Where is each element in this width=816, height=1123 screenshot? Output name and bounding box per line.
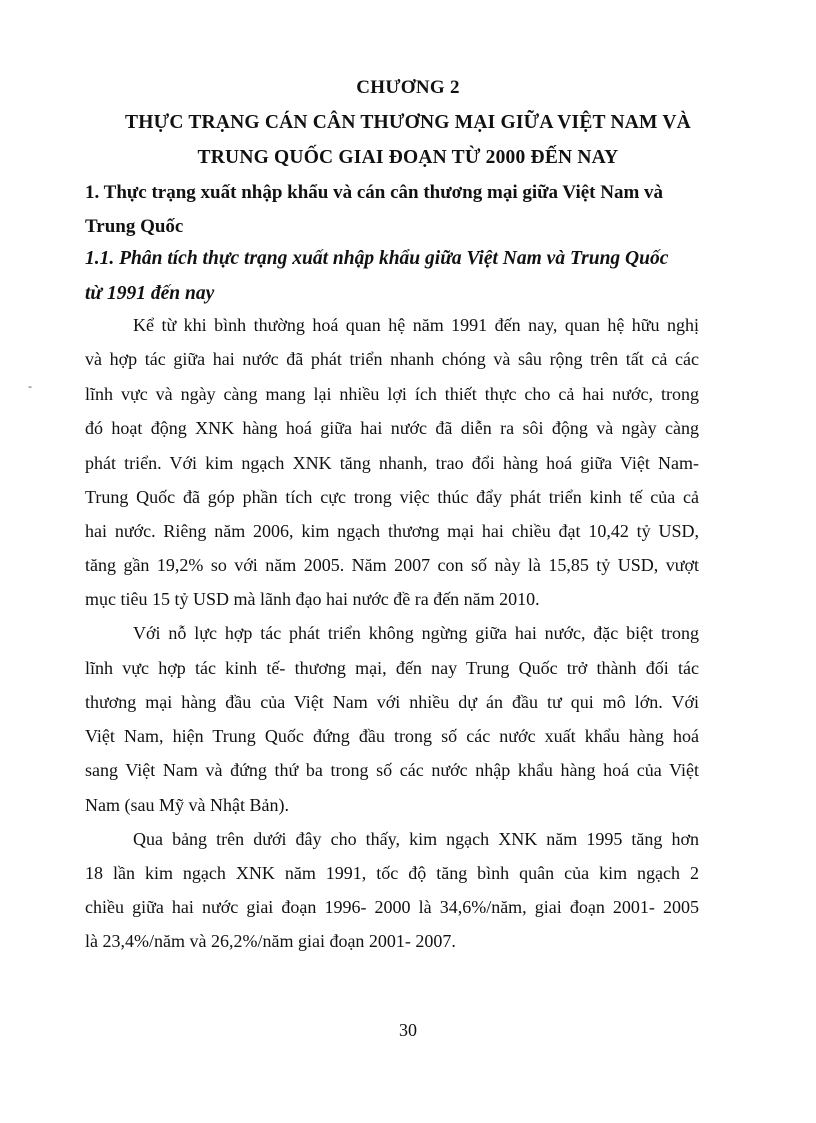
paragraph-line: hai nước. Riêng năm 2006, kim ngạch thương mại hai chiều đạt 10,42 tỷ USD, xyxy=(85,521,699,541)
paragraph-line: chiều giữa hai nước giai đoạn 1996- 2000 là 34,6%/năm, giai đoạn 2001- 2005 xyxy=(85,897,699,917)
paragraph-line: sang Việt Nam và đứng thứ ba trong số các nước nhập khẩu hàng hoá của Việt xyxy=(85,760,699,780)
chapter-title-line-2: TRUNG QUỐC GIAI ĐOẠN TỪ 2000 ĐẾN NAY xyxy=(197,147,619,168)
paragraph-line: Nam (sau Mỹ và Nhật Bản). xyxy=(85,795,289,815)
paragraph-line: Với nỗ lực hợp tác phát triển không ngừng giữa hai nước, đặc biệt trong xyxy=(133,623,699,643)
paragraph-line: Qua bảng trên dưới đây cho thấy, kim ngạch XNK năm 1995 tăng hơn xyxy=(133,829,699,849)
page-number: 30 xyxy=(399,1020,417,1040)
paragraph-line: phát triển. Với kim ngạch XNK tăng nhanh, trao đổi hàng hoá giữa Việt Nam- xyxy=(85,453,699,473)
paragraph-line: thương mại hàng đầu của Việt Nam với nhiều dự án đầu tư qui mô lớn. Với xyxy=(85,692,699,712)
paragraph-line: đó hoạt động XNK hàng hoá giữa hai nước đã diễn ra sôi động và ngày càng xyxy=(85,418,699,438)
paragraph-line: và hợp tác giữa hai nước đã phát triển nhanh chóng và sâu rộng trên tất cả các xyxy=(85,349,699,369)
section-heading-line-2: Trung Quốc xyxy=(85,216,184,237)
paragraph-line: mục tiêu 15 tỷ USD mà lãnh đạo hai nước đề ra đến năm 2010. xyxy=(85,589,540,609)
paragraph-line: tăng gần 19,2% so với năm 2005. Năm 2007 con số này là 15,85 tỷ USD, vượt xyxy=(85,555,699,575)
subsection-heading-line-2: từ 1991 đến nay xyxy=(85,283,215,304)
paragraph-line: Việt Nam, hiện Trung Quốc đứng đầu trong số các nước xuất khẩu hàng hoá xyxy=(85,726,699,746)
chapter-title-line-1: THỰC TRẠNG CÁN CÂN THƯƠNG MẠI GIỮA VIỆT NAM VÀ xyxy=(125,112,691,133)
paragraph-line: là 23,4%/năm và 26,2%/năm giai đoạn 2001- 2007. xyxy=(85,931,456,951)
paragraph-line: lĩnh vực hợp tác kinh tế- thương mại, đến nay Trung Quốc trở thành đối tác xyxy=(85,658,699,678)
margin-mark: - xyxy=(28,379,32,393)
section-heading-line-1: 1. Thực trạng xuất nhập khẩu và cán cân thương mại giữa Việt Nam và xyxy=(85,182,664,203)
paragraph-line: 18 lần kim ngạch XNK năm 1991, tốc độ tăng bình quân của kim ngạch 2 xyxy=(85,863,699,883)
subsection-heading-line-1: 1.1. Phân tích thực trạng xuất nhập khẩu giữa Việt Nam và Trung Quốc xyxy=(85,248,669,269)
paragraph-line: lĩnh vực và ngày càng mang lại nhiều lợi ích thiết thực cho cả hai nước, trong xyxy=(85,384,699,404)
chapter-label: CHƯƠNG 2 xyxy=(356,77,460,98)
paragraph-line: Trung Quốc đã góp phần tích cực trong việc thúc đẩy phát triển kinh tế của cả xyxy=(85,487,699,507)
paragraph-line: Kể từ khi bình thường hoá quan hệ năm 1991 đến nay, quan hệ hữu nghị xyxy=(133,315,699,335)
